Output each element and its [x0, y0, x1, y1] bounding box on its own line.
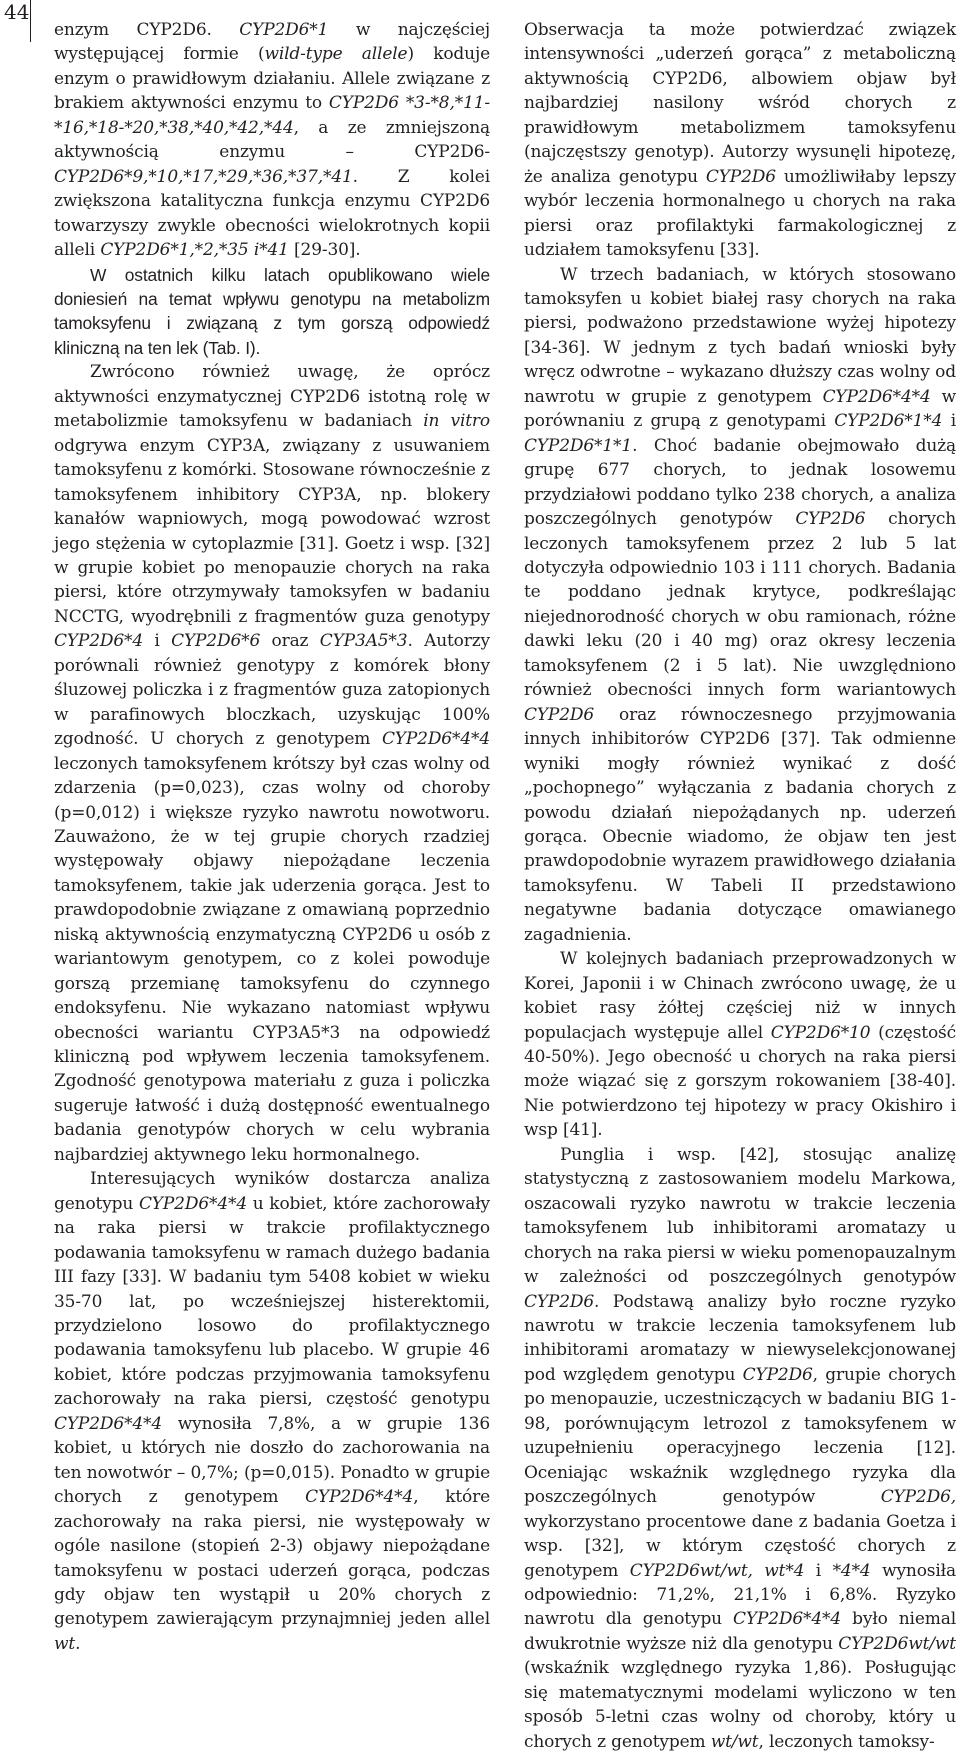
paragraph	[54, 360, 490, 1167]
italic-text: CYP2D6 *3-*8,*11-*16,*18-*20,*38,*40,*42,*44	[54, 93, 490, 138]
italic-text: CYP2D6*4*4	[733, 1609, 842, 1630]
italic-text: CYP2D6*4*4	[305, 1487, 414, 1508]
text-run: i	[942, 411, 956, 432]
text-run: . Choć badanie obejmowało dużą grupę 677 chorych, to jednak losowemu przydziałowi poddano tylko 238 chorych, a analiza poszczególnych genotypów	[524, 435, 956, 530]
text-run: W trzech badaniach, w których stosowano tamoksyfen u kobiet białej rasy chorych na raka piersi, podważono przedstawione wyżej hipotezy [34-36]. W jednym z tych badań wnioski były wręcz odwrotne – wykazano dłuższy czas wolny od nawrotu w grupie z genotypem	[524, 264, 956, 407]
italic-text: CYP2D6	[795, 509, 866, 530]
italic-text: wt/wt	[710, 1731, 759, 1752]
italic-text: CYP2D6*1*4	[834, 411, 943, 432]
text-run: leczonych tamoksyfenem krótszy był czas wolny od zdarzenia (p=0,023), czas wolny od choroby (p=0,012) i większe ryzyko nawrotu nowotworu. Zauważono, że w tej grupie chorych rzadziej występowały objawy niepożądane leczenia tamoksyfenem, takie jak uderzenia gorąca. Jest to prawdopodobnie związane z omawianą poprzednio niską aktywnością enzymatyczną CYP2D6 u osób z wariantowym genotypem, co z kolei powoduje gorszą przemianę tamoksyfenu do czynnego endoksyfenu. Nie wykazano natomiast wpływu obecności wariantu CYP3A5*3 na odpowiedź kliniczną pod wpływem leczenia tamoksyfenem. Zgodność genotypowa materiału z guza i policzka sugeruje łatwość i dużą dostępność ewentualnego badania genotypów chorych w celu wybrania najbardziej aktywnego leku hormonalnego.	[54, 753, 490, 1165]
text-run: enzym CYP2D6.	[54, 20, 240, 40]
page-number: 44	[4, 0, 30, 24]
italic-text: wild-type allele	[264, 44, 408, 65]
italic-text: CYP2D6*4*4	[822, 386, 931, 407]
paragraph	[524, 18, 956, 263]
right-column	[524, 18, 956, 1754]
italic-text: CYP2D6wt/wt, wt*4	[629, 1560, 805, 1581]
paragraph	[524, 263, 956, 948]
italic-text: wt	[54, 1633, 76, 1654]
italic-text: CYP2D6*4*4	[138, 1193, 248, 1214]
italic-text: CYP2D6	[524, 1291, 595, 1312]
text-run: u kobiet, które zachorowały na raka piersi w trakcie profilaktycznego podawania tamoksyfenu w ramach dużego badania III fazy [33]. W badaniu tym 5408 kobiet w wieku 35-70 lat, po wcześniejszej histerektomii, przydzielono losowo do profilaktycznego podawania tamoksyfenu lub placebo. W grupie 46 kobiet, które podczas przyjmowania tamoksyfenu zachorowały na raka piersi, częstość genotypu	[54, 1193, 491, 1410]
italic-text: CYP2D6*1	[239, 20, 329, 40]
text-run: i	[143, 631, 172, 652]
italic-text: CYP2D6*4*4	[54, 1413, 163, 1434]
paragraph	[54, 1167, 490, 1656]
text-run: wynosiła odpowiednio: 71,2%, 21,1% i 6,8%. Ryzyko nawrotu dla genotypu	[524, 1560, 957, 1630]
text-run: ) koduje enzym o prawidłowym działaniu. Allele związane z brakiem aktywności enzymu to	[54, 44, 490, 114]
text-run: . Podstawą analizy było roczne ryzyko nawrotu w trakcie leczenia tamoksyfenem lub inhibitorami aromatazy w niewyselekcjonowanej pod względem genotypu	[524, 1291, 956, 1385]
paragraph	[524, 947, 956, 1143]
italic-text: CYP2D6	[742, 1364, 813, 1385]
text-run: wynosiła 7,8%, a w grupie 136 kobiet, u których nie doszło do zachorowania na ten nowotwór – 0,7%; (p=0,015). Ponadto w grupie chorych z genotypem	[54, 1413, 490, 1508]
italic-text: CYP2D6*9,*10,*17,*29,*36,*37,*41	[54, 166, 353, 187]
text-run: W kolejnych badaniach przeprowadzonych w Korei, Japonii i w Chinach zwrócono uwagę, że u kobiet rasy żółtej częściej niż w innych populacjach występuje allel	[524, 949, 956, 1043]
italic-text: CYP2D6	[705, 166, 776, 187]
text-run: [29-30].	[288, 240, 361, 261]
text-run: umożliwiłaby lepszy wybór leczenia hormonalnego u chorych na raka piersi oraz profilaktyki farmakologicznej z udziałem tamoksyfenu [33].	[524, 166, 957, 261]
paragraph	[524, 1143, 956, 1754]
italic-text: *4*4	[832, 1560, 871, 1581]
italic-text: CYP2D6,	[880, 1487, 956, 1508]
text-run: , które zachorowały na raka piersi, nie występowały w ogóle nasilone (stopień 2-3) objawy niepożądane tamoksyfenu w postaci uderzeń gorąca, podczas gdy objaw ten wystąpił u 20% chorych z genotypem zawierającym przynajmniej jeden allel	[54, 1487, 490, 1630]
italic-text: CYP2D6*1,*2,*35 i*41	[100, 240, 289, 261]
italic-text: CYP2D6	[524, 704, 595, 725]
text-run: Punglia i wsp. [42], stosując analizę statystyczną z zastosowaniem modelu Markowa, oszacowali ryzyko nawrotu w trakcie leczenia tamoksyfenem lub inhibitorami aromatazy u chorych na raka piersi w wieku pomenopauzalnym w zależności od poszczególnych genotypów	[524, 1144, 956, 1288]
italic-text: CYP2D6*4	[54, 631, 144, 652]
paragraph	[54, 263, 490, 361]
text-run: .	[75, 1633, 81, 1654]
text-run: oraz równoczesnego przyjmowania innych inhibitorów CYP2D6 [37]. Tak odmienne wyniki mogły również wynikać z dość „pochopnego” wyłączania z badania chorych z powodu działań niepożądanych np. uderzeń gorąca. Obecnie wiadomo, że objaw ten jest prawdopodobnie wyrazem prawidłowego działania tamoksyfenu. W Tabeli II przedstawiono negatywne badania dotyczące omawianego zagadnienia.	[524, 704, 956, 945]
italic-text: CYP2D6*6	[171, 631, 261, 652]
italic-text: in vitro	[423, 411, 490, 432]
text-run: Zwrócono również uwagę, że oprócz aktywności enzymatycznej CYP2D6 istotną rolę w metabolizmie tamoksyfenu w badaniach	[54, 362, 490, 432]
left-column	[54, 18, 490, 1656]
italic-text: CYP2D6*10	[770, 1022, 871, 1043]
text-run: chorych leczonych tamoksyfenem przez 2 lub 5 lat dotyczyła odpowiednio 103 i 111 chorych. Badania te poddano jednak krytyce, podkreślając niejednorodność chorych w obu ramionach, różne dawki leku (20 i 40 mg) oraz okresy leczenia tamoksyfenem (2 i 5 lat). Nie uwzględniono również obecności innych form wariantowych	[524, 509, 957, 701]
text-run: , a ze zmniejszoną aktywnością enzymu – CYP2D6-	[54, 117, 490, 163]
text-run: W ostatnich kilku latach opublikowano wiele doniesień na temat wpływu genotypu na metabolizm tamoksyfenu i związaną z tym gorszą odpowiedź kliniczną na ten lek (Tab. I).	[54, 264, 490, 358]
text-run: Interesujących wyników dostarcza analiza genotypu	[54, 1169, 490, 1214]
text-run: odgrywa enzym CYP3A, związany z usuwaniem tamoksyfenu z komórki. Stosowane równocześnie z tamoksyfenem inhibitory CYP3A, np. blokery kanałów wapniowych, mogą powodować wzrost jego stężenia w cytoplazmie [31]. Goetz i wsp. [32] w grupie kobiet po menopauzie chorych na raka piersi, które otrzymywały tamoksyfen w badaniu NCCTG, wyodrębnili z fragmentów guza genotypy	[54, 435, 490, 627]
text-run: i	[804, 1560, 833, 1581]
text-run: wykorzystano procentowe dane z badania Goetza i wsp. [32], w którym częstość chorych z genotypem	[524, 1511, 956, 1581]
italic-text: CYP3A5*3	[319, 631, 408, 652]
text-run: oraz	[260, 631, 320, 652]
text-run: było niemal dwukrotnie wyższe niż dla genotypu	[524, 1609, 957, 1654]
paragraph	[54, 18, 490, 263]
text-run: Obserwacja ta może potwierdzać związek intensywności „uderzeń gorąca” z metaboliczną aktywnością CYP2D6, albowiem objaw był najbardziej nasilony wśród chorych z prawidłowym metabolizmem tamoksyfenu (najczęstszy genotyp). Autorzy wysunęli hipotezę, że analiza genotypu	[524, 20, 956, 187]
italic-text: CYP2D6*1*1	[524, 435, 633, 456]
header-rule	[30, 0, 31, 42]
text-run: w porównaniu z grupą z genotypami	[524, 386, 957, 432]
text-run: , grupie chorych po menopauzie, uczestniczących w badaniu BIG 1-98, porównującym letrozol z tamoksyfenem w uzupełnieniu operacyjnego leczenia [12]. Oceniając wskaźnik względnego ryzyka dla poszczególnych genotypów	[524, 1364, 956, 1508]
italic-text: CYP2D6*4*4	[381, 729, 490, 750]
text-run: (wskaźnik względnego ryzyka 1,86). Posługując się matematycznymi modelami wyliczono w ten sposób 5-letni czas wolny od choroby, który u chorych z genotypem	[524, 1658, 956, 1752]
text-run: . Z kolei zwiększona katalityczna funkcja enzymu CYP2D6 towarzyszy zwykle obecności wielokrotnych kopii alleli	[54, 166, 490, 261]
text-run: . Autorzy porównali również genotypy z komórek błony śluzowej policzka i z fragmentów guza zatopionych w parafinowych bloczkach, uzyskując 100% zgodność. U chorych z genotypem	[54, 631, 491, 750]
text-run: , leczonych tamoksy-	[758, 1731, 935, 1752]
italic-text: CYP2D6wt/wt	[838, 1633, 956, 1654]
text-run: (częstość 40-50%). Jego obecność u chorych na raka piersi może wiązać się z gorszym rokowaniem [38-40]. Nie potwierdzono tej hipotezy w pracy Okishiro i wsp [41].	[524, 1022, 956, 1141]
text-run: w najczęściej występującej formie (	[54, 20, 491, 65]
